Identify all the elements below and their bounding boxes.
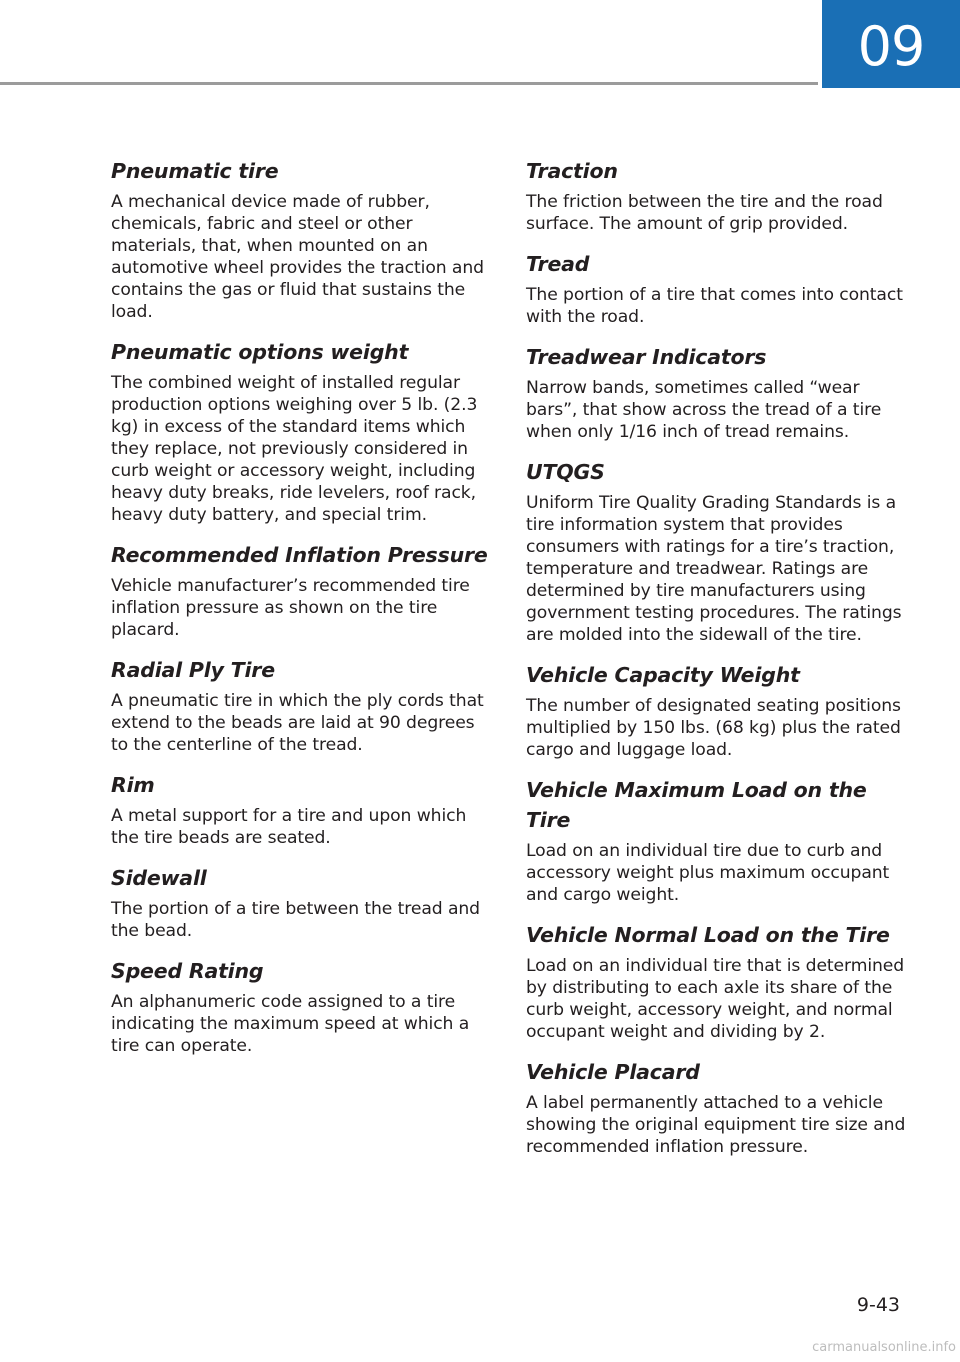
term-definition: An alphanumeric code assigned to a tire indicating the maximum speed at which a tire can operate. [111,992,470,1056]
term-definition: A pneumatic tire in which the ply cords that extend to the beads are laid at 90 degrees to the centerline of the tread. [111,691,484,755]
glossary-entry [111,655,496,756]
term-heading: Pneumatic tire [111,159,279,183]
term-heading: Pneumatic options weight [111,340,409,364]
term-heading: Sidewall [111,866,207,890]
term-heading: UTQGS [526,460,605,484]
glossary-entry [526,1057,911,1158]
glossary-entry [111,156,496,323]
term-heading: Radial Ply Tire [111,658,275,682]
term-definition: Narrow bands, sometimes called “wear bars”, that show across the tread of a tire when only 1/16 inch of tread remains. [526,378,882,442]
term-heading: Rim [111,773,155,797]
term-definition: Load on an individual tire that is determined by distributing to each axle its share of the curb weight, accessory weight, and normal occupant weight and dividing by 2. [526,956,905,1042]
term-definition: A metal support for a tire and upon which the tire beads are seated. [111,806,467,848]
page-number: 9-43 [856,1294,900,1316]
glossary-entry [526,156,911,235]
term-heading: Speed Rating [111,959,264,983]
chapter-tab: 09 [822,0,960,88]
glossary-entry [526,660,911,761]
term-definition: Load on an individual tire due to curb and accessory weight plus maximum occupant and cargo weight. [526,841,890,905]
term-heading: Tread [526,252,590,276]
term-heading: Vehicle Placard [526,1060,700,1084]
glossary-entry [111,956,496,1057]
glossary-entry [526,249,911,328]
term-heading: Traction [526,159,618,183]
glossary-entry [526,342,911,443]
term-heading: Treadwear Indicators [526,345,767,369]
term-definition: The portion of a tire that comes into contact with the road. [526,285,903,327]
right-column [526,156,911,1172]
glossary-entry [111,337,496,526]
term-definition: Uniform Tire Quality Grading Standards is a tire information system that provides consumers with ratings for a tire’s traction, temperature and treadwear. Ratings are determined by tire manufacturers using government testing procedures. The ratings are molded into the sidewall of the tire. [526,493,902,645]
watermark-text: carmanualsonline.info [812,1340,956,1355]
term-definition: A mechanical device made of rubber, chemicals, fabric and steel or other materials, that, when mounted on an automotive wheel provides the traction and contains the gas or fluid that sustains the load. [111,192,484,322]
glossary-entry [111,863,496,942]
term-definition: Vehicle manufacturer’s recommended tire inflation pressure as shown on the tire placard. [111,576,470,640]
header-rule [0,82,818,85]
term-heading: Vehicle Normal Load on the Tire [526,923,890,947]
term-definition: The portion of a tire between the tread and the bead. [111,899,480,941]
term-heading: Recommended Inflation Pressure [111,543,488,567]
term-heading: Vehicle Capacity Weight [526,663,800,687]
left-column [111,156,496,1071]
glossary-entry [111,540,496,641]
glossary-entry [526,457,911,646]
term-definition: The combined weight of installed regular production options weighing over 5 lb. (2.3 kg) in excess of the standard items which they replace, not previously considered in curb weight or accessory weight, including heavy duty breaks, ride levelers, roof rack, heavy duty battery, and special trim. [111,373,478,525]
term-definition: The number of designated seating positions multiplied by 150 lbs. (68 kg) plus the rated cargo and luggage load. [526,696,901,760]
term-definition: The friction between the tire and the road surface. The amount of grip provided. [526,192,883,234]
term-definition: A label permanently attached to a vehicle showing the original equipment tire size and recommended inflation pressure. [526,1093,906,1157]
glossary-entry [526,920,911,1043]
term-heading: Vehicle Maximum Load on the Tire [526,778,867,832]
glossary-entry [526,775,911,906]
glossary-entry [111,770,496,849]
